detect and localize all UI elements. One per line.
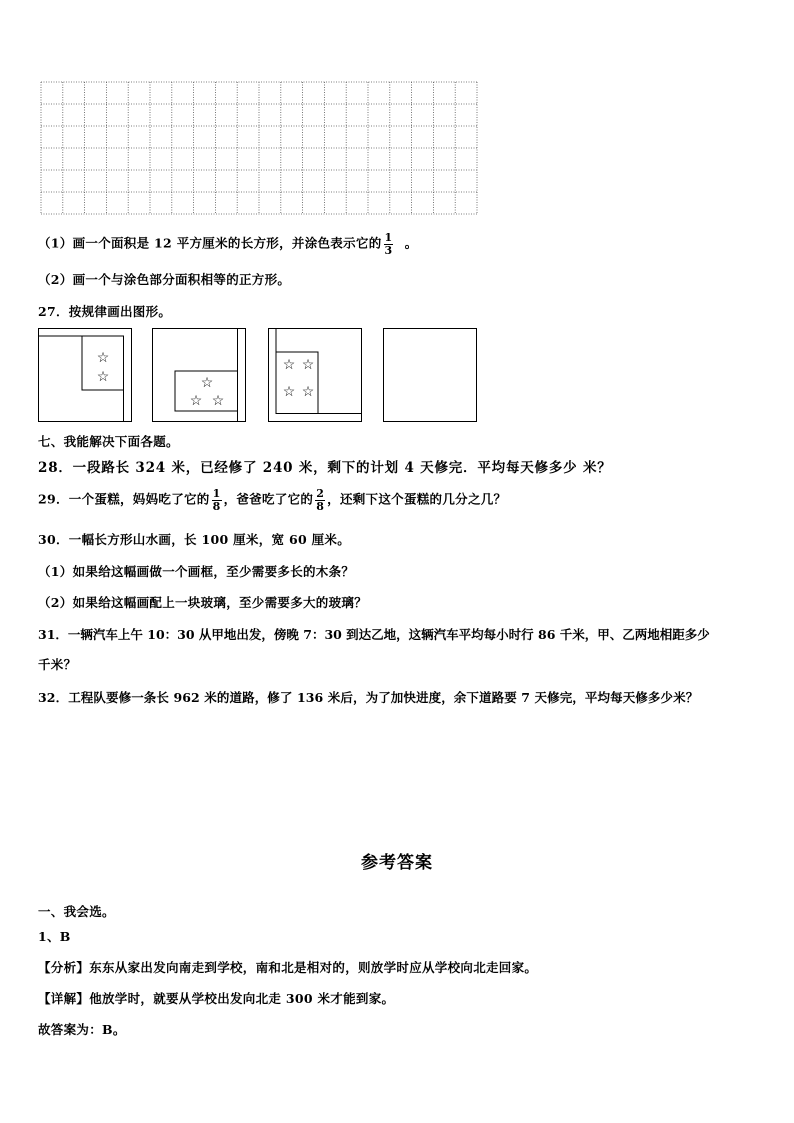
fraction-two-eighths: $\frac{2}{8}$ <box>316 487 325 513</box>
dotted-grid-paper <box>40 81 478 215</box>
pattern-figure-4-blank <box>383 328 477 422</box>
q30-text: 30．一幅长方形山水画，长 100 厘米，宽 60 厘米。 <box>38 532 350 547</box>
answers-section-1: 一、我会选。 <box>38 904 115 919</box>
q28-text: 28．一段路长 324 米，已经修了 240 米，剩下的计划 4 天修完．平均每天修多少 米？ <box>38 460 612 476</box>
q32-text: 32．工程队要修一条长 962 米的道路，修了 136 米后，为了加快进度，余下道路要 7 天修完，平均每天修多少米？ <box>38 690 699 705</box>
section-7-heading: 七、我能解决下面各题。 <box>38 434 179 449</box>
pattern-figure-2 <box>152 328 246 422</box>
q30-part2: （2）如果给这幅画配上一块玻璃，至少需要多大的玻璃？ <box>38 595 367 610</box>
star-icon: ☆ <box>200 375 214 391</box>
star-icon: ☆ <box>211 393 225 409</box>
pattern-figure-1 <box>38 328 132 422</box>
fraction-one-eighth: $\frac{1}{8}$ <box>212 487 221 513</box>
answer-detail: 【详解】他放学时，就要从学校出发向北走 300 米才能到家。 <box>38 991 395 1006</box>
answer-analysis: 【分析】东东从家出发向南走到学校，南和北是相对的，则放学时应从学校向北走回家。 <box>38 960 538 975</box>
q31-line1: 31．一辆汽车上午 10：30 从甲地出发，傍晚 7：30 到达乙地，这辆汽车平均每小时行 86 千米，甲、乙两地相距多少 <box>38 627 710 642</box>
q29-text: 29．一个蛋糕，妈妈吃了它的 $\frac{1}{8}$ ，爸爸吃了它的 $\frac{2}{8}$ ，还剩下这个蛋糕的几分之几？ <box>38 487 507 513</box>
star-icon: ☆ <box>301 357 315 373</box>
star-icon: ☆ <box>282 357 296 373</box>
star-icon: ☆ <box>96 350 110 366</box>
answers-title: 参考答案 <box>361 853 433 873</box>
star-icon: ☆ <box>96 369 110 385</box>
pattern-figure-3 <box>268 328 362 422</box>
q27-text: 27．按规律画出图形。 <box>38 304 172 319</box>
star-icon: ☆ <box>282 384 296 400</box>
q30-part1: （1）如果给这幅画做一个画框，至少需要多长的木条？ <box>38 564 355 579</box>
answer-conclusion: 故答案为：B。 <box>38 1022 126 1037</box>
q31-line2: 千米？ <box>38 657 77 672</box>
fraction-one-third: $\frac{1}{3}$ <box>384 231 393 257</box>
q26-part2: （2）画一个与涂色部分面积相等的正方形。 <box>38 272 291 287</box>
star-icon: ☆ <box>301 384 315 400</box>
q26-part1: （1）画一个面积是 12 平方厘米的长方形，并涂色表示它的 $\frac{1}{3}$ 。 <box>38 231 418 257</box>
answer-1: 1、B <box>38 929 71 944</box>
star-icon: ☆ <box>189 393 203 409</box>
